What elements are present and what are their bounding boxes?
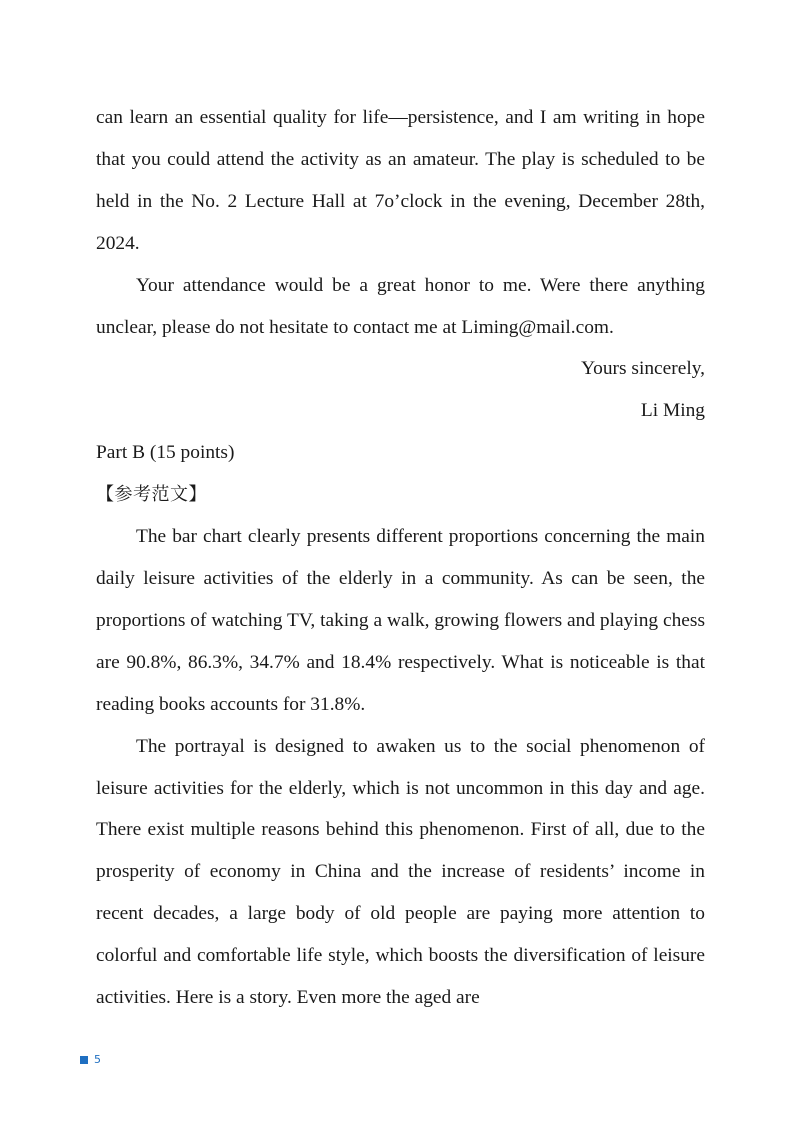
document-body — [96, 97, 705, 1019]
letter-closing: Yours sincerely, — [581, 358, 705, 380]
page-marker-icon — [80, 1056, 88, 1064]
page-footer — [80, 1053, 101, 1066]
page-number: 5 — [94, 1053, 101, 1066]
part-b-heading: Part B (15 points) — [96, 442, 235, 464]
letter-signature: Li Ming — [640, 400, 705, 422]
essay-paragraph-reasons: The portrayal is designed to awaken us to the social phenomenon of leisure activities for the elderly, which is not uncommon in this day and age. There exist multiple reasons behind this phenomenon. First of all, due to the prosperity of economy in China and the increase of residents’ income in recent decades, a large body of old people are paying more attention to colorful and comfortable life style, which boosts the diversification of leisure activities. Here is a story. Even more the aged are — [96, 735, 705, 1009]
sample-essay-heading: 【参考范文】 — [96, 484, 207, 506]
letter-paragraph-continuation: can learn an essential quality for life—persistence, and I am writing in hope that you could attend the activity as an amateur. The play is scheduled to be held in the No. 2 Lecture Hall at 7o’clock in the evening, December 28th, 2024. — [96, 107, 705, 254]
letter-paragraph-contact: Your attendance would be a great honor to me. Were there anything unclear, please do not hesitate to contact me at Liming@mail.com. — [96, 274, 705, 338]
essay-paragraph-chart-description: The bar chart clearly presents different proportions concerning the main daily leisure activities of the elderly in a community. As can be seen, the proportions of watching TV, taking a walk, growing flowers and playing chess are 90.8%, 86.3%, 34.7% and 18.4% respectively. What is noticeable is that reading books accounts for 31.8%. — [96, 526, 705, 715]
